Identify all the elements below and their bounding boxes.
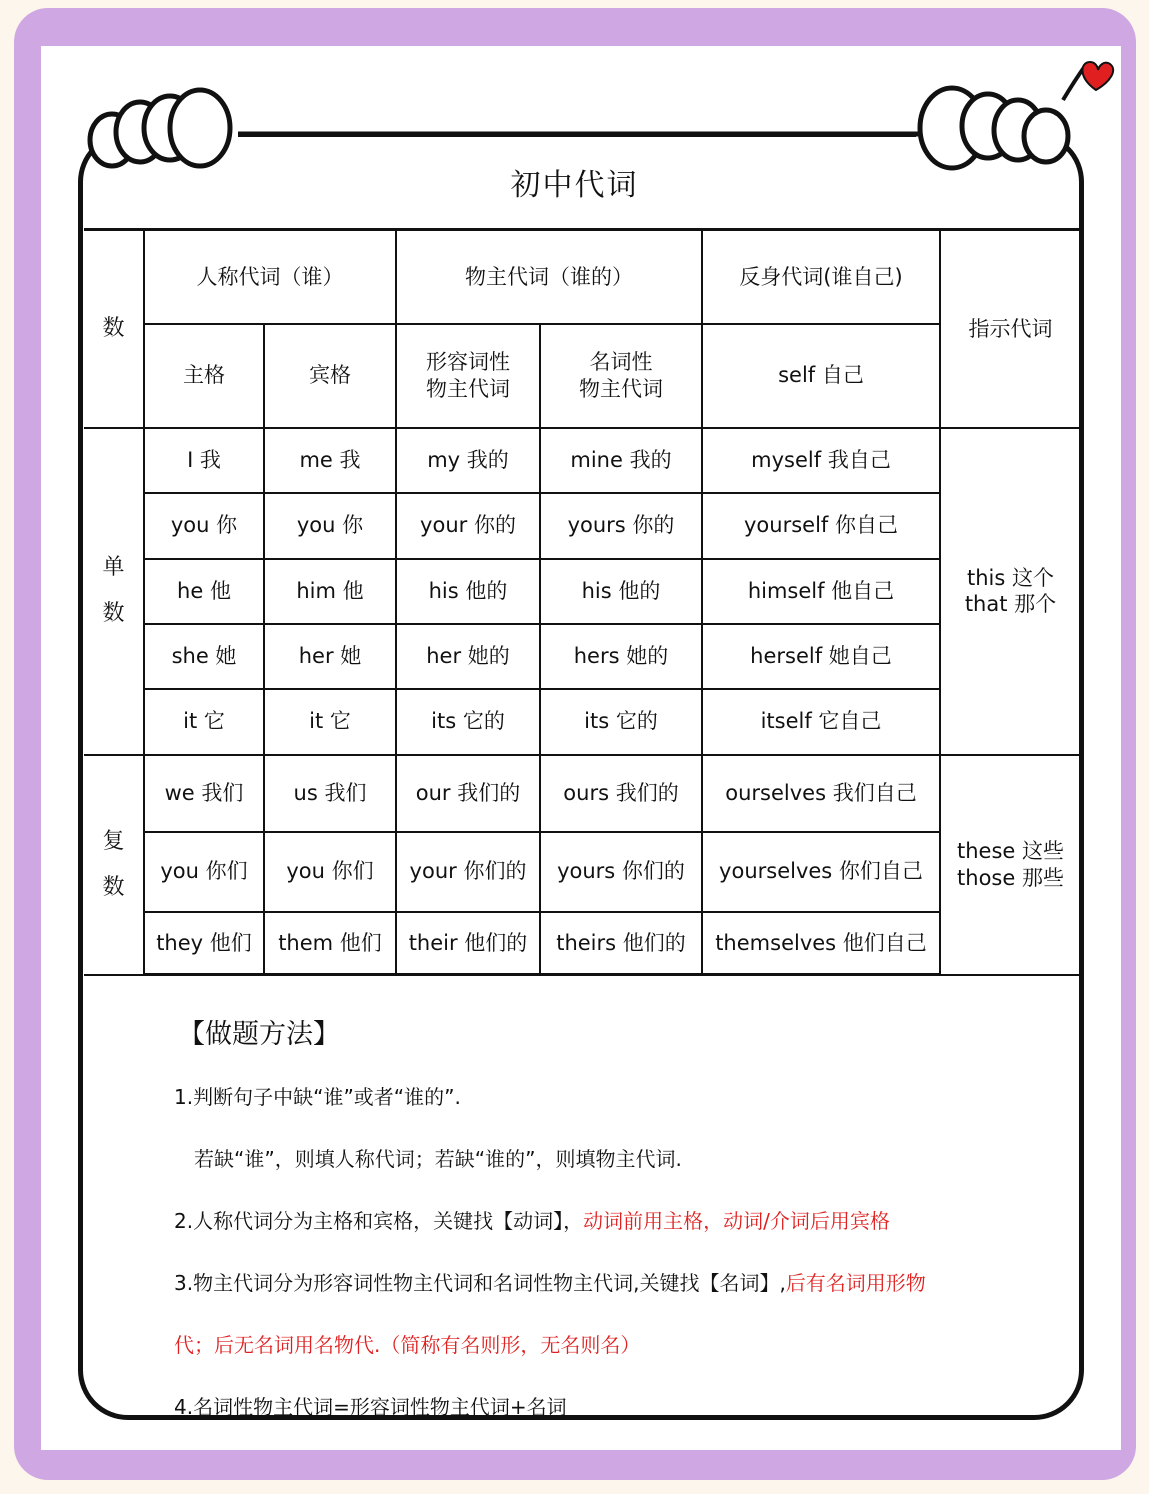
cell: them 他们 — [264, 912, 396, 975]
cell: him 他 — [264, 559, 396, 624]
cell: theirs 他们的 — [540, 912, 702, 975]
cell: yourself 你自己 — [702, 493, 940, 559]
cell: himself 他自己 — [702, 559, 940, 624]
cell: her 她 — [264, 624, 396, 689]
header-noun-possessive: 名词性 物主代词 — [540, 324, 702, 428]
cell: itself 它自己 — [702, 689, 940, 755]
cell: his 他的 — [396, 559, 540, 624]
cell: his 他的 — [540, 559, 702, 624]
cell: he 他 — [144, 559, 264, 624]
cell: she 她 — [144, 624, 264, 689]
cell: themselves 他们自己 — [702, 912, 940, 975]
cell: you 你 — [264, 493, 396, 559]
cell: your 你的 — [396, 493, 540, 559]
header-self: self 自己 — [702, 324, 940, 428]
header-demonstrative: 指示代词 — [940, 230, 1080, 428]
cell: yours 你们的 — [540, 832, 702, 912]
cell: it 它 — [264, 689, 396, 755]
cell: yourselves 你们自己 — [702, 832, 940, 912]
cell: ourselves 我们自己 — [702, 755, 940, 832]
header-number: 数 — [84, 230, 144, 428]
cell: you 你们 — [144, 832, 264, 912]
method-line-2-highlight: 动词前用主格，动词/介词后用宾格 — [583, 1209, 890, 1233]
cell: my 我的 — [396, 428, 540, 493]
method-line-1: 1.判断句子中缺“谁”或者“谁的”. — [174, 1085, 461, 1109]
cell: their 他们的 — [396, 912, 540, 975]
methods-heading: 【做题方法】 — [178, 1019, 340, 1050]
cell: I 我 — [144, 428, 264, 493]
cell: yours 你的 — [540, 493, 702, 559]
cell: we 我们 — [144, 755, 264, 832]
cell: her 她的 — [396, 624, 540, 689]
header-reflexive: 反身代词(谁自己) — [702, 230, 940, 324]
pronoun-table — [84, 228, 1080, 976]
cell: your 你们的 — [396, 832, 540, 912]
cell: its 它的 — [396, 689, 540, 755]
cell: you 你 — [144, 493, 264, 559]
header-possessive: 物主代词（谁的） — [396, 230, 702, 324]
cell: us 我们 — [264, 755, 396, 832]
cell: me 我 — [264, 428, 396, 493]
cell: myself 我自己 — [702, 428, 940, 493]
header-personal: 人称代词（谁） — [144, 230, 396, 324]
demonstrative-plural: these 这些 those 那些 — [940, 755, 1080, 975]
cell: our 我们的 — [396, 755, 540, 832]
cell: they 他们 — [144, 912, 264, 975]
cell: you 你们 — [264, 832, 396, 912]
header-object: 宾格 — [264, 324, 396, 428]
page-title: 初中代词 — [510, 168, 639, 203]
method-line-1b: 若缺“谁”，则填人称代词；若缺“谁的”，则填物主代词. — [194, 1147, 682, 1171]
method-line-3c: 代；后无名词用名物代.（简称有名则形，无名则名） — [174, 1333, 641, 1357]
method-line-2: 2.人称代词分为主格和宾格，关键找【动词】，动词前用主格，动词/介词后用宾格 — [174, 1209, 890, 1233]
cell: ours 我们的 — [540, 755, 702, 832]
cell: mine 我的 — [540, 428, 702, 493]
demonstrative-singular: this 这个 that 那个 — [940, 428, 1080, 755]
header-adj-possessive: 形容词性 物主代词 — [396, 324, 540, 428]
cell: herself 她自己 — [702, 624, 940, 689]
group-plural: 复数 — [84, 755, 144, 975]
header-subject: 主格 — [144, 324, 264, 428]
method-line-4: 4.名词性物主代词=形容词性物主代词+名词 — [174, 1395, 567, 1419]
method-line-3: 3.物主代词分为形容词性物主代词和名词性物主代词,关键找【名词】,后有名词用形物 — [174, 1271, 926, 1295]
method-line-3-highlight: 后有名词用形物 — [785, 1271, 926, 1295]
cell: hers 她的 — [540, 624, 702, 689]
group-singular: 单数 — [84, 428, 144, 755]
methods-section — [174, 1012, 1054, 1457]
cell: its 它的 — [540, 689, 702, 755]
cell: it 它 — [144, 689, 264, 755]
